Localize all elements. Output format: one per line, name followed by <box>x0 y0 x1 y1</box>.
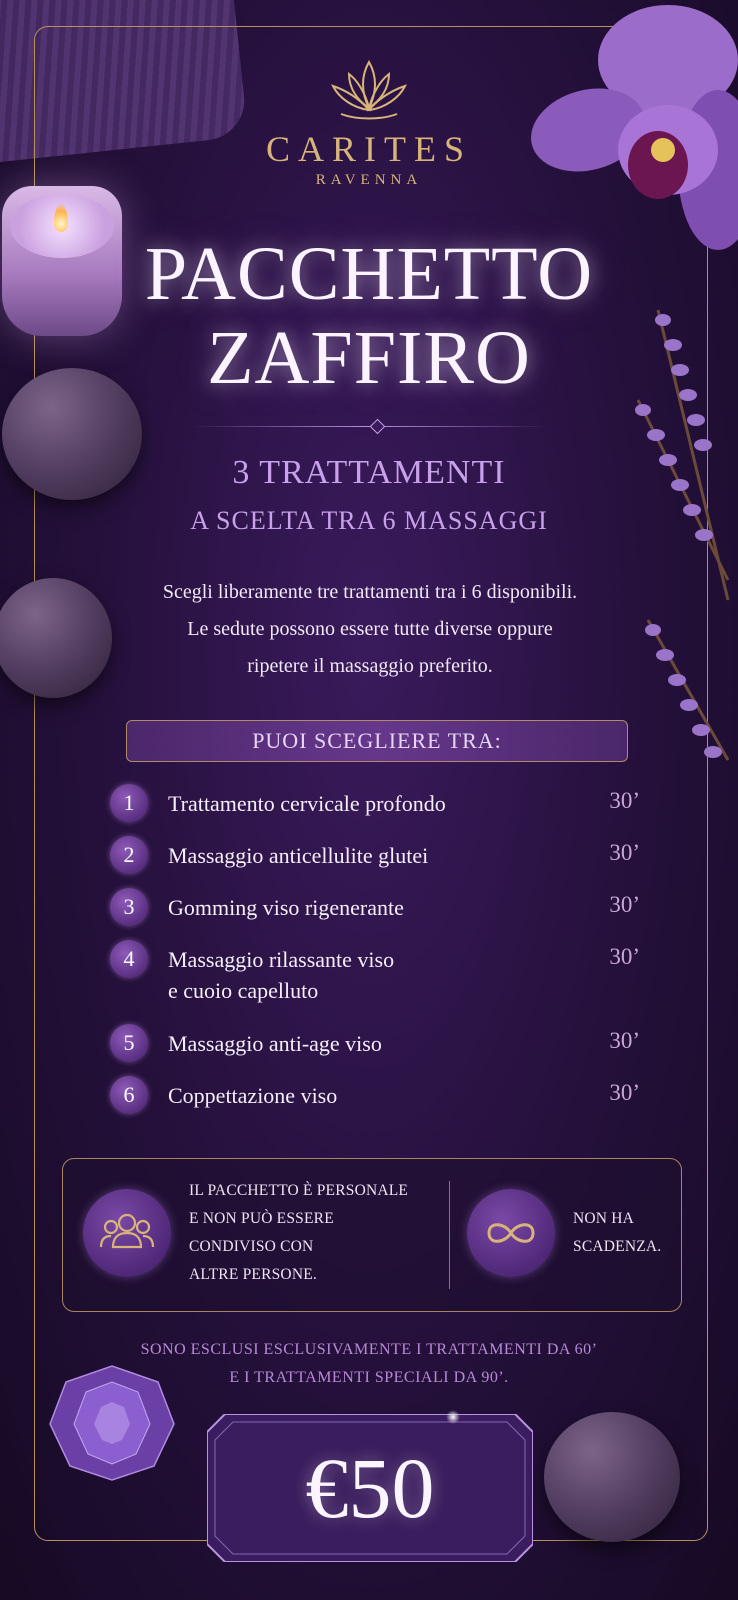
item-name: Gomming viso rigenerante <box>168 895 404 920</box>
item-number: 4 <box>110 940 148 978</box>
infinity-icon-badge <box>467 1189 555 1277</box>
item-name: Massaggio anti-age viso <box>168 1031 382 1056</box>
item-number: 5 <box>110 1024 148 1062</box>
description-line: Scegli liberamente tre trattamenti tra i 6 disponibili. <box>162 581 578 603</box>
item-duration: 30’ <box>609 1028 640 1053</box>
expiry-note <box>573 1205 661 1261</box>
title-line-2: ZAFFIRO <box>207 316 531 400</box>
brand-city: RAVENNA <box>315 172 423 188</box>
exclusions-note <box>0 1336 738 1392</box>
infinity-icon <box>467 1189 555 1277</box>
item-name-line: Massaggio rilassante viso <box>168 947 395 972</box>
info-box <box>62 1158 682 1312</box>
exclusion-line: SONO ESCLUSI ESCLUSIVAMENTE I TRATTAMENTI DA 60’ <box>140 1341 598 1358</box>
personal-note-line: ALTRE PERSONE. <box>189 1266 317 1283</box>
item-name: Massaggio anticellulite glutei <box>168 843 429 868</box>
lotus-icon <box>327 58 411 122</box>
brand-logo <box>0 58 738 189</box>
price-value: €50 <box>305 1440 435 1536</box>
item-duration: 30’ <box>609 944 640 969</box>
brand-name: CARITES <box>265 129 472 169</box>
item-duration: 30’ <box>609 1080 640 1105</box>
personal-note-line: IL PACCHETTO È PERSONALE <box>189 1182 409 1199</box>
personal-note-line: CONDIVISO CON <box>189 1238 314 1255</box>
expiry-note-line: NON HA <box>573 1210 635 1227</box>
choose-banner: PUOI SCEGLIERE TRA: <box>126 720 628 762</box>
item-number: 2 <box>110 836 148 874</box>
exclusion-line: E I TRATTAMENTI SPECIALI DA 90’. <box>229 1369 509 1386</box>
item-name <box>168 944 528 1006</box>
item-duration: 30’ <box>609 840 640 865</box>
item-name: Coppettazione viso <box>168 1083 338 1108</box>
subtitle-treatments: 3 TRATTAMENTI <box>232 454 506 491</box>
description-line: Le sedute possono essere tutte diverse oppure <box>187 618 553 640</box>
item-name-line: e cuoio capelluto <box>168 978 319 1003</box>
people-icon <box>83 1189 171 1277</box>
page-title <box>0 232 738 400</box>
item-number: 6 <box>110 1076 148 1114</box>
description <box>120 574 620 685</box>
item-number: 3 <box>110 888 148 926</box>
item-name: Trattamento cervicale profondo <box>168 791 446 816</box>
item-duration: 30’ <box>609 892 640 917</box>
people-icon-badge <box>83 1189 171 1277</box>
item-duration: 30’ <box>609 788 640 813</box>
personal-note <box>189 1177 408 1289</box>
expiry-note-line: SCADENZA. <box>573 1238 662 1255</box>
sparkle-icon <box>446 1410 460 1424</box>
subtitle-choice: A SCELTA TRA 6 MASSAGGI <box>190 506 548 535</box>
title-line-1: PACCHETTO <box>144 232 594 316</box>
description-line: ripetere il massaggio preferito. <box>247 655 493 677</box>
item-number: 1 <box>110 784 148 822</box>
stone-decoration <box>544 1412 680 1542</box>
info-separator <box>449 1181 450 1289</box>
personal-note-line: E NON PUÒ ESSERE <box>189 1210 334 1227</box>
